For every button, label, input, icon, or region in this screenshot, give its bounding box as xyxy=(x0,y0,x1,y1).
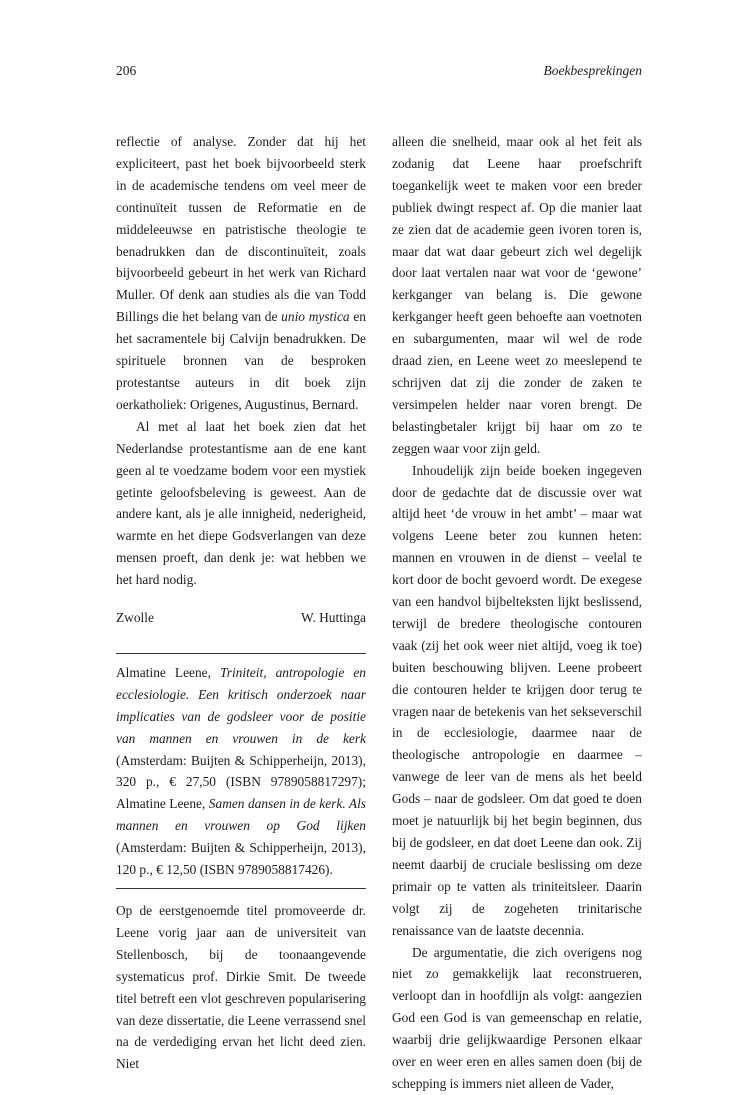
signature-place: Zwolle xyxy=(116,610,154,626)
left-column xyxy=(116,131,366,1075)
paragraph: Op de eerstgenoemde titel promoveerde dr. Leene vorig jaar aan de universiteit van Stellenbosch, bij de toonaangevende systematicus prof. Dirkie Smit. De tweede titel betreft een vlot geschreven popularisering van deze dissertatie, die Leene verrassend snel na de verdediging ervan het licht deed zien. Niet xyxy=(116,903,366,1072)
review-signature xyxy=(116,607,366,629)
book-title: Triniteit, antropologie en ecclesiologie. Een kritisch onderzoek naar implicaties van de godsleer voor de positie van mannen en vrouwen in de kerk xyxy=(116,664,367,746)
italic-term: unio mystica xyxy=(281,309,350,325)
paragraph: Al met al laat het boek zien dat het Nederlandse protestantisme aan de ene kant geen al te voedzame bodem voor een mystiek getinte geloofsbeleving is geweest. Aan de andere kant, als je alle innigheid, nederigheid, warmte en het diepe Godsverlangen van deze mensen proeft, dan denk je: wat hebben we het hard nodig. xyxy=(116,418,366,588)
book-title: Samen dansen in de kerk. Als mannen en vrouwen op God lijken xyxy=(116,796,367,834)
book-reference: Almatine Leene, Triniteit, antropologie en ecclesiologie. Een kritisch onderzoek naar implicaties van de godsleer voor de positie van mannen en vrouwen in de kerk (Amsterdam: Buijten & Schipperheijn, 2013), 320 p., € 27,50 (ISBN 9789058817297); Almatine Leene, Samen dansen in de kerk. Als mannen en vrouwen op God lijken (Amsterdam: Buijten & Schipperheijn, 2013), 120 p., € 12,50 (ISBN 9789058817426). xyxy=(116,664,367,878)
paragraph: Inhoudelijk zijn beide boeken ingegeven door de gedachte dat de discussie over wat altijd heet ‘de vrouw in het ambt’ – maar wat volgens Leene beter zou kunnen heten: mannen en vrouwen in de dienst – veelal te kort door de bocht gevoerd wordt. De exegese van een handvol bijbelteksten lijkt beslissend, terwijl de bredere theologische contouren vaak (zij het ook weer niet altijd, voeg ik toe) buiten beschouwing blijven. Leene probeert die contouren helder te krijgen door terug te vragen naar de betekenis van het sekseverschil in de ecclesiologie, daarmee naar de theologische antropologie en daarmee – vanwege de leer van de mens als het beeld Gods – naar de godsleer. Om dat goed te doen moet je natuurlijk bij het begin beginnen, dus bij de godsleer, en dat doet Leene dan ook. Zij neemt daarbij de cruciale beslissing om deze primair op te vatten als triniteitsleer. Daarin volgt zij de zogeheten trinitarische renaissance van de laatste decennia. xyxy=(392,462,642,938)
right-column xyxy=(392,131,642,1095)
running-header: Boekbesprekingen xyxy=(543,63,642,78)
paragraph: alleen die snelheid, maar ook al het feit als zodanig dat Leene haar proefschrift toegankelijk weet te maken voor een breder publiek dwingt respect af. Op die manier laat ze zien dat de academie geen ivoren toren is, maar dat wat daar gebeurt zich wel degelijk door laat vertalen naar wat voor de ‘gewone’ kerkganger van belang is. Die gewone kerkganger heeft geen behoefte aan voetnoten en subargumenten, maar wil wel de rode draad zien, en Leene weet zo meeslepend te schrijven dat zij die zonder de zaken te versimpelen helder naar voren brengt. De belastingbetaler krijgt bij haar om zo te zeggen waar voor zijn geld. xyxy=(392,134,642,456)
divider xyxy=(116,888,366,889)
divider xyxy=(116,653,366,654)
page-number: 206 xyxy=(116,63,137,78)
paragraph: De argumentatie, die zich overigens nog niet zo gemakkelijk laat reconstrueren, verloopt dan in hoofdlijn als volgt: aangezien God een God is van gemeenschap en relatie, waarbij drie gelijkwaardige Personen elkaar over en weer eren en alles samen doen (bij de schepping is immers niet alleen de Vader, xyxy=(392,944,642,1091)
signature-author: W. Huttinga xyxy=(301,610,366,626)
paragraph: reflectie of analyse. Zonder dat hij het expliciteert, past het boek bijvoorbeeld sterk in de academische tendens om veel meer de continuïteit tussen de Reformatie en de middeleeuwse en patristische theologie te benadrukken dan de discontinuïteit, zoals bijvoorbeeld gebeurt in het werk van Richard Muller. Of denk aan studies als die van Todd Billings die het belang van de unio mystica en het sacramentele bij Calvijn benadrukken. De spirituele bronnen van de besproken protestantse auteurs in dit boek zijn oerkatholiek: Origenes, Augustinus, Bernard. xyxy=(116,134,366,412)
